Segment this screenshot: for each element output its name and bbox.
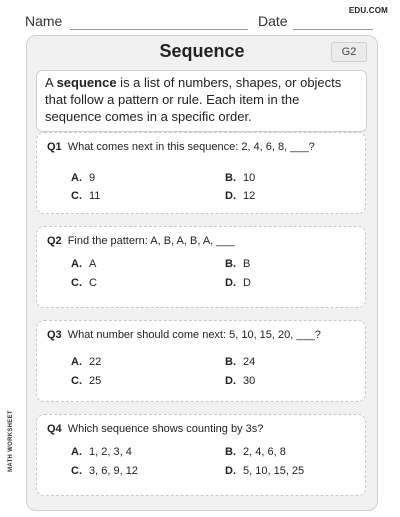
question-2-prompt: [47, 235, 235, 247]
option-value: 9: [89, 172, 96, 184]
option-c[interactable]: [71, 190, 100, 202]
option-c[interactable]: [71, 375, 101, 387]
option-letter: B.: [225, 258, 236, 270]
option-letter: D.: [225, 277, 236, 289]
brand-logo: EDU.COM: [348, 6, 388, 15]
option-letter: B.: [225, 356, 236, 368]
option-value: 1, 2, 3, 4: [89, 446, 132, 458]
option-letter: C.: [71, 277, 82, 289]
date-write-line[interactable]: [293, 29, 373, 30]
option-d[interactable]: [225, 465, 304, 477]
option-letter: A.: [71, 258, 82, 270]
question-text: What comes next in this sequence: 2, 4, 6, 8, ___?: [67, 141, 315, 153]
option-value: D: [243, 277, 251, 289]
name-write-line[interactable]: [70, 29, 248, 30]
option-letter: A.: [71, 172, 82, 184]
question-text: Find the pattern: A, B, A, B, A, ___: [67, 235, 235, 247]
option-letter: D.: [225, 465, 236, 477]
question-1-prompt: [47, 141, 315, 153]
definition-box: [36, 70, 367, 132]
page-title: Sequence: [159, 41, 245, 61]
option-d[interactable]: [225, 277, 251, 289]
side-label: [4, 400, 18, 490]
question-text: What number should come next: 5, 10, 15, 20, ___?: [67, 329, 321, 341]
option-letter: B.: [225, 446, 236, 458]
option-value: B: [243, 258, 251, 270]
option-value: C: [89, 277, 97, 289]
definition-text: is a list of numbers, shapes, or objects that follow a pattern or rule. Each item in the sequence comes in a specific order.: [45, 75, 342, 124]
option-value: 11: [89, 190, 101, 202]
question-number: Q3: [47, 329, 62, 341]
option-a[interactable]: [71, 172, 95, 184]
option-d[interactable]: [225, 190, 255, 202]
option-letter: D.: [225, 190, 236, 202]
option-a[interactable]: [71, 258, 96, 270]
question-4-prompt: [47, 423, 263, 435]
option-b[interactable]: [225, 446, 286, 458]
option-letter: C.: [71, 190, 82, 202]
option-letter: B.: [225, 172, 236, 184]
side-label-text: MATH WORKSHEET: [8, 410, 14, 472]
option-c[interactable]: [71, 277, 97, 289]
option-d[interactable]: [225, 375, 255, 387]
question-number: Q2: [47, 235, 62, 247]
option-value: 5, 10, 15, 25: [243, 465, 305, 477]
option-value: 22: [89, 356, 102, 368]
option-value: 3, 6, 9, 12: [89, 465, 138, 477]
option-a[interactable]: [71, 356, 101, 368]
worksheet-header: [27, 36, 377, 66]
option-c[interactable]: [71, 465, 138, 477]
question-3-prompt: [47, 329, 321, 341]
question-card-2: [36, 226, 366, 308]
option-value: 12: [243, 190, 256, 202]
worksheet-top-bar: [0, 0, 400, 34]
grade-badge: G2: [331, 42, 367, 62]
option-value: 24: [243, 356, 256, 368]
option-value: 30: [243, 375, 256, 387]
definition-term: sequence: [56, 75, 117, 90]
option-letter: D.: [225, 375, 236, 387]
option-b[interactable]: [225, 172, 255, 184]
option-letter: A.: [71, 356, 82, 368]
date-label: Date: [258, 13, 288, 29]
option-value: 25: [89, 375, 102, 387]
option-b[interactable]: [225, 356, 255, 368]
option-letter: C.: [71, 375, 82, 387]
question-number: Q1: [47, 141, 62, 153]
definition-prefix: A: [45, 75, 57, 90]
worksheet-panel: [26, 35, 378, 511]
question-text: Which sequence shows counting by 3s?: [67, 423, 264, 435]
question-number: Q4: [47, 423, 62, 435]
option-a[interactable]: [71, 446, 132, 458]
option-letter: C.: [71, 465, 82, 477]
question-card-1: [36, 132, 366, 214]
question-card-3: [36, 320, 366, 402]
option-value: A: [89, 258, 97, 270]
option-value: 10: [243, 172, 256, 184]
option-value: 2, 4, 6, 8: [243, 446, 286, 458]
name-label: Name: [25, 13, 63, 29]
option-letter: A.: [71, 446, 82, 458]
option-b[interactable]: [225, 258, 250, 270]
question-card-4: [36, 414, 366, 496]
